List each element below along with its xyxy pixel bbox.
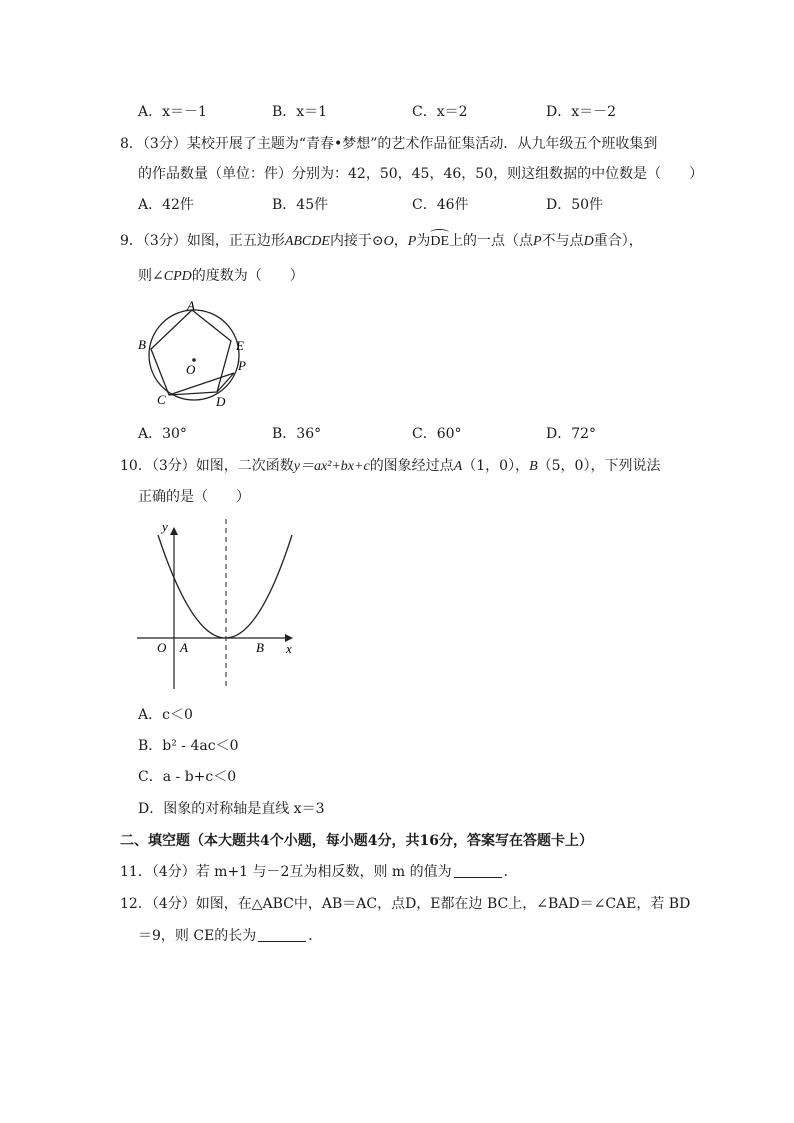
q10-option-b: B．b² - 4ac＜0 — [138, 738, 239, 754]
q10-text-line2: 正确的是（ ） — [138, 489, 250, 505]
arc-de: DE — [430, 234, 450, 249]
q7-option-c: C．x＝2 — [412, 104, 468, 120]
q12-text-line2: ＝9，则 CE的长为 ． — [138, 928, 323, 944]
section-title-fill-in: 二、填空题（本大题共4个小题，每小题4分，共16分，答案写在答题卡上） — [120, 833, 593, 849]
q8-text-line2: 的作品数量（单位：件）分别为：42，50，45，46，50，则这组数据的中位数是（ ） — [138, 166, 704, 182]
q9-text-line1: 9．（3分）如图，正五边形ABCDE内接于⊙O，P为DE上的一点（点P不与点D重合）， — [120, 233, 643, 249]
q9-option-d: D．72° — [546, 426, 597, 442]
label-b: B — [138, 337, 146, 352]
label-o: O — [186, 362, 196, 377]
q10-parabola-figure — [135, 515, 305, 695]
label-x: x — [286, 641, 292, 656]
q8-option-d: D．50件 — [546, 197, 604, 213]
label-p: P — [238, 358, 246, 373]
q9-option-a: A．30° — [138, 426, 187, 442]
q9-option-b: B．36° — [272, 426, 322, 442]
q8-text-line1: 8．（3分）某校开展了主题为“青春•梦想”的艺术作品征集活动．从九年级五个班收集到 — [120, 136, 658, 152]
y-axis-arrow — [170, 527, 178, 535]
q7-option-d: D．x＝－2 — [546, 104, 617, 120]
q7-option-b: B．x＝1 — [272, 104, 328, 120]
label-o: O — [157, 640, 167, 655]
label-a: A — [180, 640, 188, 655]
label-e: E — [236, 338, 244, 353]
answer-blank — [454, 863, 502, 878]
label-b: B — [256, 640, 264, 655]
label-d: D — [216, 394, 226, 409]
q10-option-a: A．c＜0 — [138, 707, 193, 723]
q9-pentagon-figure — [130, 298, 260, 413]
label-y: y — [162, 519, 168, 534]
label-a: A — [187, 298, 195, 313]
q10-text-line1: 10．（3分）如图，二次函数y＝ax²+bx+c的图象经过点A（1，0），B（5，0），下列说法 — [120, 458, 661, 474]
q10-option-c: C．a - b+c＜0 — [138, 769, 237, 785]
q8-option-b: B．45件 — [272, 197, 329, 213]
q9-text-line2: 则∠CPD的度数为（ ） — [138, 268, 304, 284]
q9-option-c: C．60° — [412, 426, 462, 442]
q11-text: 11．（4分）若 m+1 与－2互为相反数，则 m 的值为 ． — [120, 864, 518, 880]
q7-option-a: A．x＝－1 — [138, 104, 207, 120]
answer-blank — [258, 927, 306, 942]
q8-option-c: C．46件 — [412, 197, 469, 213]
q8-option-a: A．42件 — [138, 197, 194, 213]
q10-option-d: D．图象的对称轴是直线 x＝3 — [138, 801, 325, 817]
q12-text-line1: 12．（4分）如图，在△ABC中，AB＝AC，点D，E都在边 BC上，∠BAD＝∠CAE，若 BD — [120, 896, 691, 912]
label-c: C — [157, 392, 166, 407]
parabola-curve — [158, 535, 292, 638]
